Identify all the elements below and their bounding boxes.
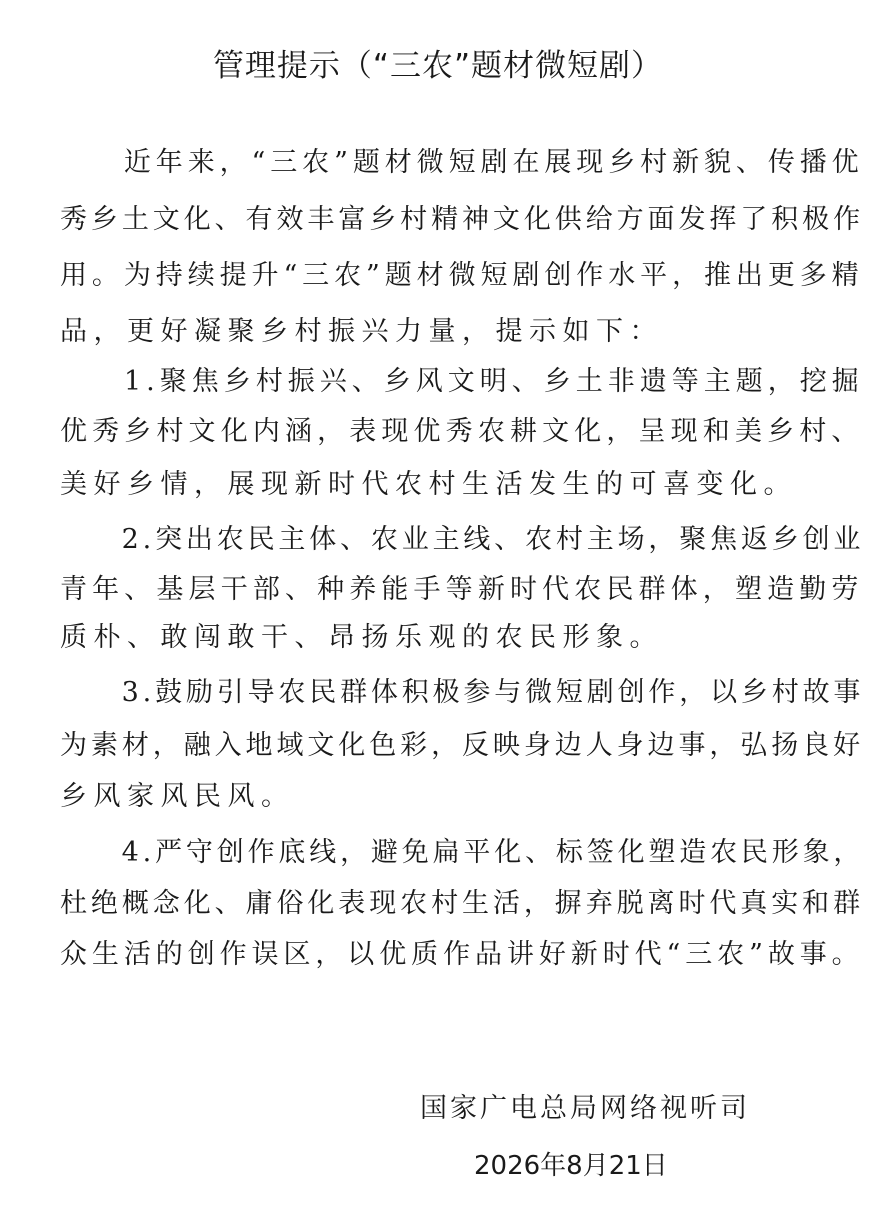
- paragraph-4-line-2: 为素材，融入地域文化色彩，反映身边人身边事，弘扬良好: [60, 730, 864, 761]
- paragraph-1-line-4: 品，更好凝聚乡村振兴力量，提示如下：: [60, 316, 663, 347]
- paragraph-2-line-3: 美好乡情，展现新时代农村生活发生的可喜变化。: [60, 469, 797, 500]
- paragraph-1-line-3: 用。为持续提升“三农”题材微短剧创作水平，推出更多精: [60, 260, 864, 291]
- paragraph-3-line-2: 青年、基层干部、种养能手等新时代农民群体，塑造勤劳: [60, 574, 864, 605]
- paragraph-3-line-3: 质朴、敢闯敢干、昂扬乐观的农民形象。: [60, 622, 663, 653]
- paragraph-2-line-1: 1.聚焦乡村振兴、乡风文明、乡土非遗等主题，挖掘: [60, 366, 864, 397]
- paragraph-3-line-1: 2.突出农民主体、农业主线、农村主场，聚焦返乡创业: [60, 524, 865, 555]
- paragraph-4-line-1: 3.鼓励引导农民群体积极参与微短剧创作，以乡村故事: [60, 677, 865, 708]
- paragraph-5-line-3: 众生活的创作误区，以优质作品讲好新时代“三农”故事。: [60, 939, 864, 970]
- paragraph-1-line-2: 秀乡土文化、有效丰富乡村精神文化供给方面发挥了积极作: [60, 204, 864, 235]
- paragraph-5-line-1: 4.严守创作底线，避免扁平化、标签化塑造农民形象，: [60, 837, 865, 868]
- paragraph-5-line-2: 杜绝概念化、庸俗化表现农村生活，摒弃脱离时代真实和群: [60, 888, 864, 919]
- paragraph-4-line-3: 乡风家风民风。: [60, 781, 295, 812]
- document-title: 管理提示（“三农”题材微短剧）: [212, 48, 664, 84]
- signature-date: 2026年8月21日: [474, 1151, 668, 1181]
- signature-organization: 国家广电总局网络视听司: [420, 1093, 750, 1124]
- paragraph-2-line-2: 优秀乡村文化内涵，表现优秀农耕文化，呈现和美乡村、: [60, 416, 864, 447]
- paragraph-1-line-1: 近年来，“三农”题材微短剧在展现乡村新貌、传播优: [60, 147, 864, 178]
